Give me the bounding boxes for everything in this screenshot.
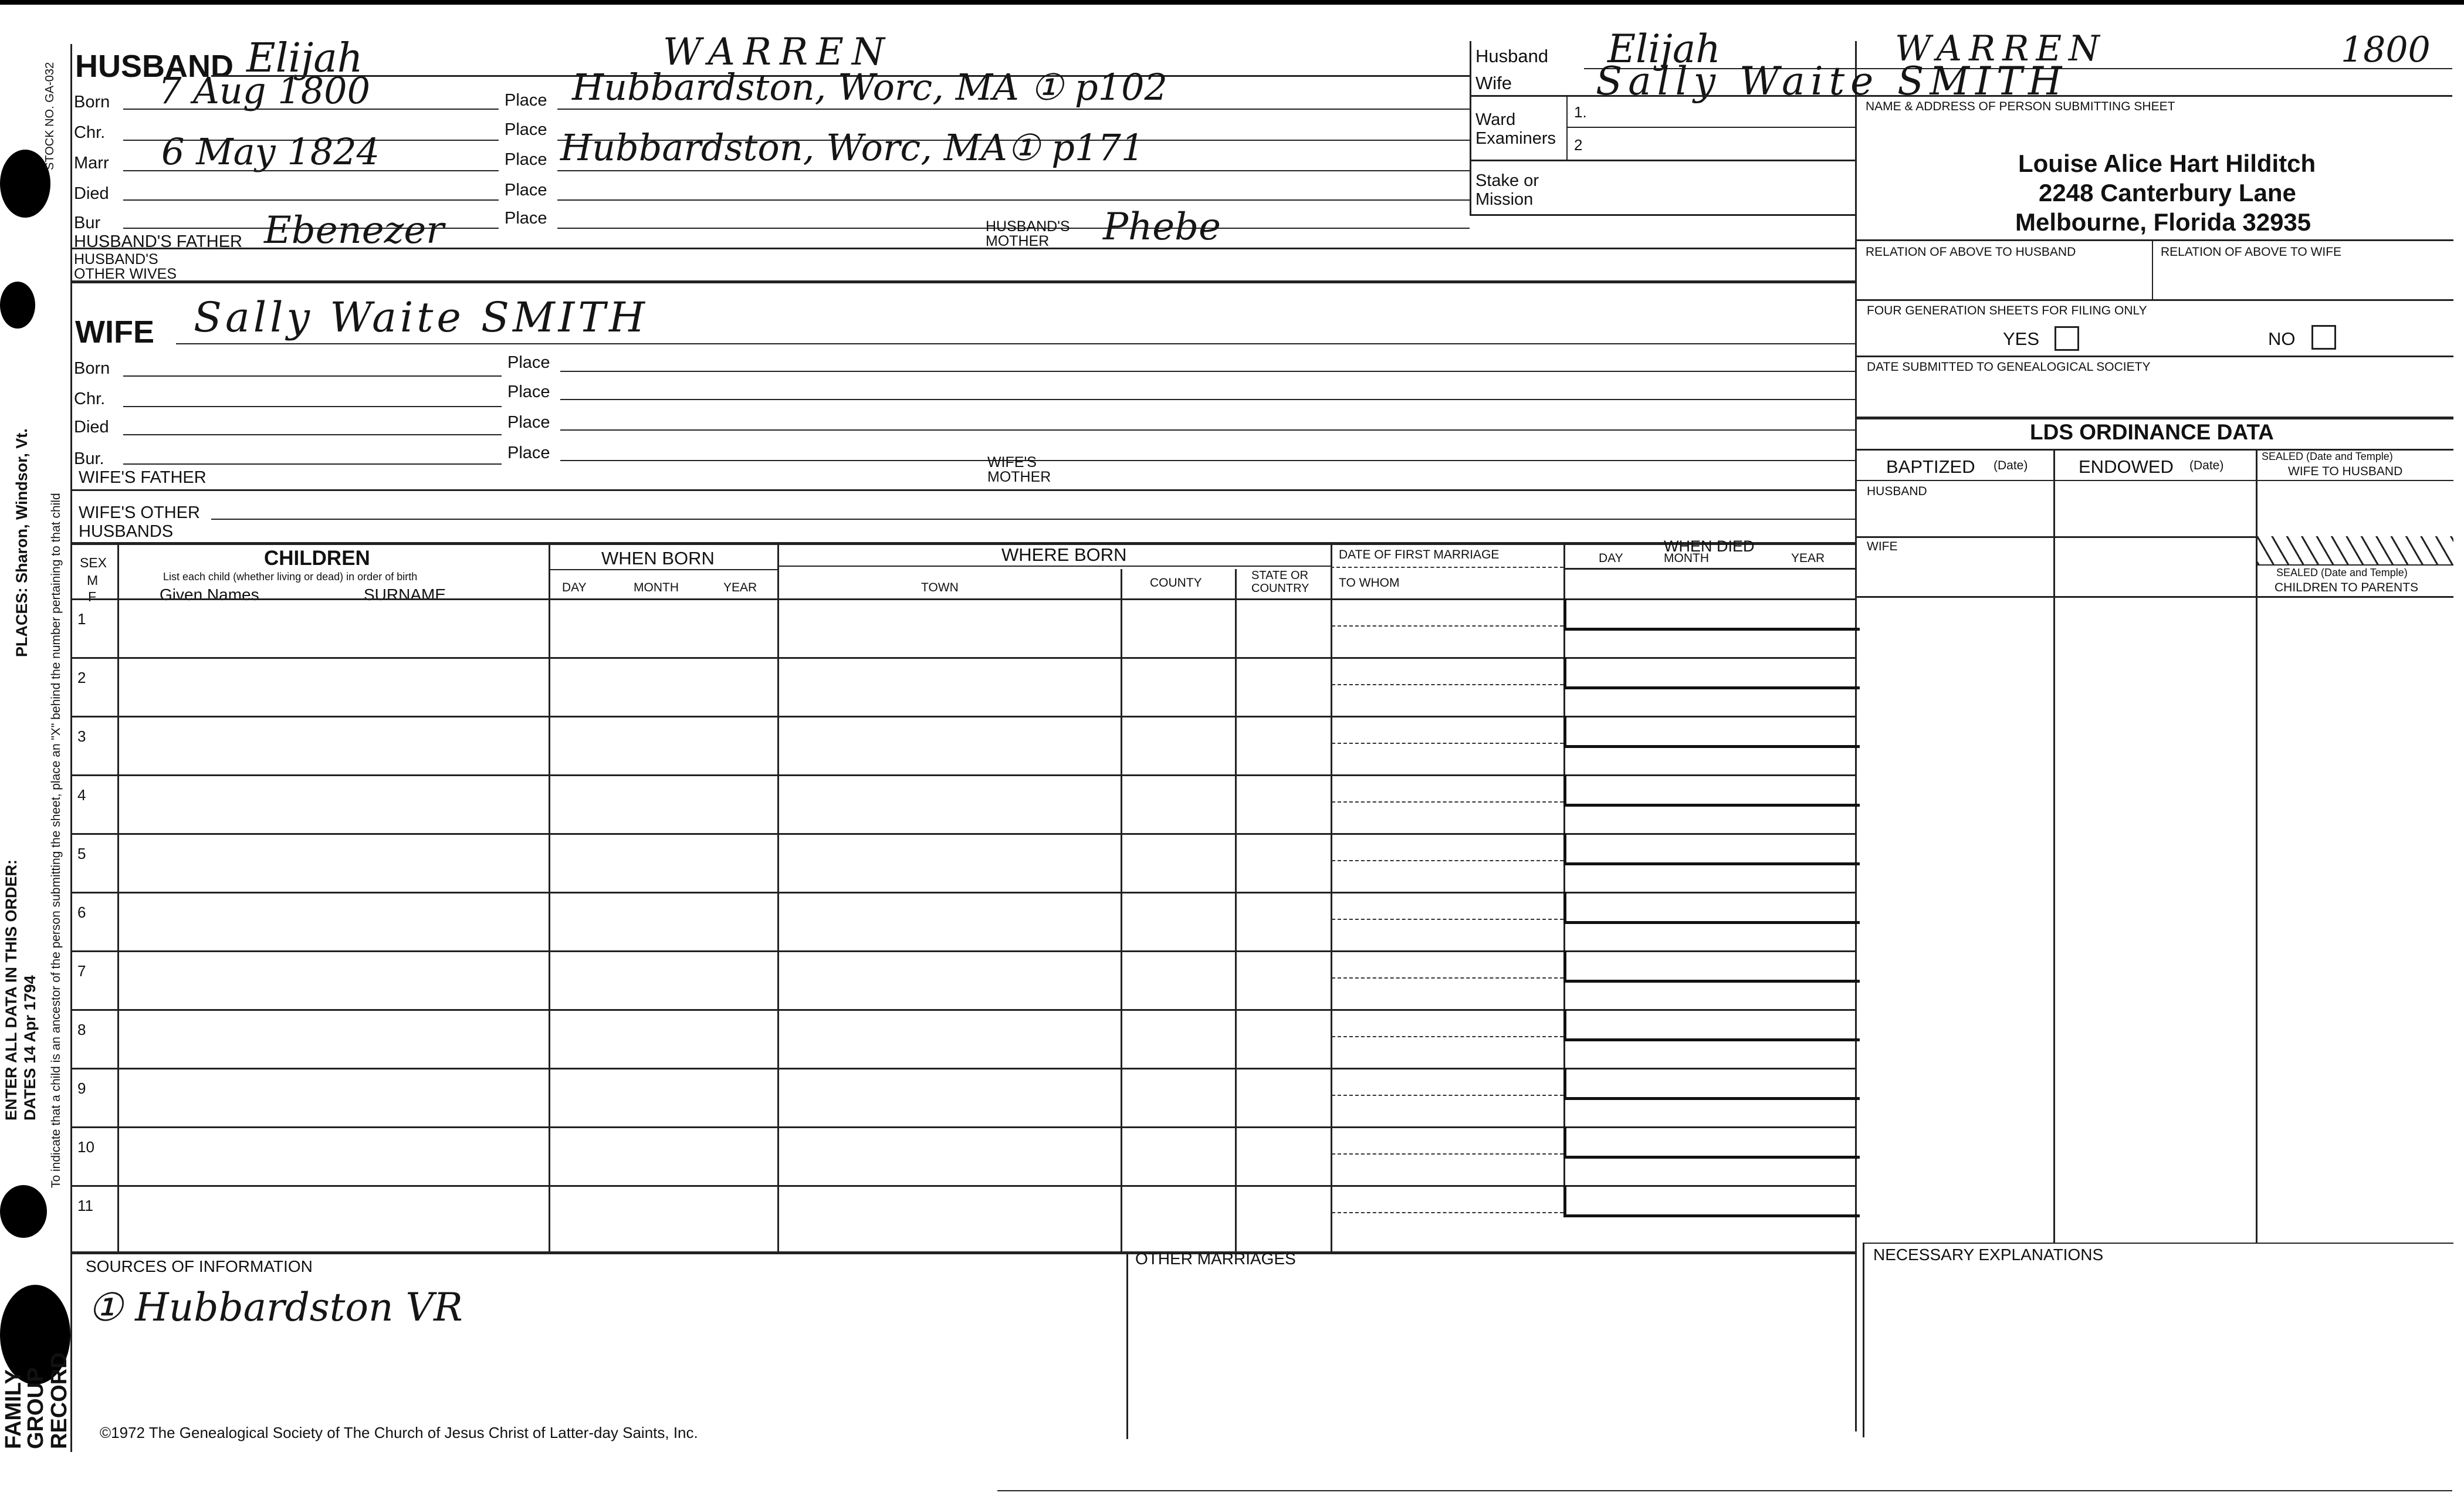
child-died-bracket [1563,950,1860,983]
husband-father-label: HUSBAND'S FATHER [74,232,242,251]
child-marriage-dash [1332,919,1563,920]
husband-born-place-label: Place [505,91,547,110]
state-header-1: STATE OR [1251,569,1309,582]
relation-divider [2152,239,2153,299]
child-indicator-note: To indicate that a child is an ancestor of the person submitting the sheet, place an "X" behind the number pertaining to that child [49,493,63,1188]
date-submitted-label: DATE SUBMITTED TO GENEALOGICAL SOCIETY [1867,360,2151,374]
where-born-header-line [777,566,1331,567]
lds-sealed-wh-label-2: WIFE TO HUSBAND [2288,465,2403,478]
lds-col-1 [2053,449,2055,1244]
stake-label-1: Stake or [1475,171,1539,190]
top-border [0,0,2464,5]
wife-bur-place-label: Place [507,444,550,462]
husband-marr-place[interactable]: Hubbardston, Worc, MA① p171 [560,126,1145,169]
stock-number: STOCK NO. GA-032 [43,62,56,170]
four-gen-no-label: NO [2268,329,2296,349]
husband-marr-place-line [557,170,1470,171]
husband-marr-label: Marr [74,154,109,172]
dates-note: DATES 14 Apr 1794 [21,975,39,1121]
form-title-1: FAMILY [1,1369,26,1449]
examiners-mid-line [1566,127,1857,128]
punch-hole [0,1185,47,1238]
copyright: ©1972 The Genealogical Society of The Church of Jesus Christ of Latter-day Saints, Inc. [100,1424,698,1441]
wife-born-label: Born [74,359,110,378]
wife-chr-label: Chr. [74,390,106,408]
lds-husband-label: HUSBAND [1867,485,1927,498]
state-header-2: COUNTRY [1251,582,1309,595]
lds-baptized-date-label: (Date) [1993,459,2028,472]
husband-died-label: Died [74,184,109,203]
first-marriage-header: DATE OF FIRST MARRIAGE [1339,548,1500,561]
child-row[interactable] [70,1126,1857,1185]
wife-died-label: Died [74,418,109,436]
wife-chr-place-line [560,399,1857,400]
wife-bur-place-line [560,460,1857,461]
child-row[interactable] [70,892,1857,950]
submitter-line-3: Melbourne, Florida 32935 [2015,208,2311,236]
husband-other-wives-label-2: OTHER WIVES [74,266,177,282]
lds-sealed-cp-label-2: CHILDREN TO PARENTS [2275,581,2419,594]
born-month-header: MONTH [634,581,679,594]
wife-chr-place-label: Place [507,383,550,401]
child-row-number: 9 [77,1079,86,1097]
county-header: COUNTY [1150,576,1202,590]
wife-other-husbands-line [211,519,1857,520]
wife-other-husbands-label-1: WIFE'S OTHER [79,503,200,522]
header-year[interactable]: 1800 [2341,29,2431,70]
child-died-bracket [1563,1185,1860,1217]
wife-died-place-line [560,429,1857,431]
child-row-number: 4 [77,786,86,804]
child-row-number: 3 [77,727,86,745]
bottom-edge-line [997,1490,2452,1491]
when-died-box-bottom [1563,568,1857,570]
child-row[interactable] [70,598,1857,657]
first-marriage-dash [1331,567,1563,568]
husband-died-line [123,199,499,201]
child-marriage-dash [1332,801,1563,803]
child-row-number: 11 [77,1197,93,1214]
wife-other-husbands-label-2: HUSBANDS [79,522,174,541]
examiners-bottom-line [1470,160,1857,161]
child-row-number: 1 [77,610,86,628]
lds-wife-row-line [1855,596,2453,598]
husband-other-wives-label-1: HUSBAND'S [74,251,158,268]
wife-born-place-line [560,371,1857,372]
submitter-line-1: Louise Alice Hart Hilditch [2018,150,2316,177]
town-header: TOWN [921,581,959,594]
child-died-bracket [1563,657,1860,689]
child-row[interactable] [70,1185,1857,1244]
child-marriage-dash [1332,743,1563,744]
where-born-header: WHERE BORN [1001,544,1127,565]
form-title-2: GROUP [23,1367,48,1449]
child-died-bracket [1563,598,1860,631]
child-died-bracket [1563,833,1860,865]
when-died-header: WHEN DIED [1664,537,1755,555]
husband-parents-line [70,248,1857,249]
child-row[interactable] [70,716,1857,774]
wife-born-place-label: Place [507,353,550,372]
submitter-line-2: 2248 Canterbury Lane [2039,179,2296,207]
child-row-number: 2 [77,669,86,686]
wife-label: WIFE [75,314,154,350]
husband-marr-line [123,170,499,171]
husband-marr-date[interactable]: 6 May 1824 [161,130,380,173]
date-submitted-bottom-line [1855,417,2453,419]
husband-chr-place-label: Place [505,120,547,139]
footer-right-divider [1863,1244,1864,1437]
submitter-bottom-line [1855,239,2453,241]
header-husband-label: Husband [1475,46,1549,66]
husband-surname[interactable]: WARREN [663,31,893,74]
child-row[interactable] [70,833,1857,892]
husband-mother-label-1: HUSBAND'S [986,218,1070,235]
husband-born-line [123,109,499,110]
husband-bur-place-label: Place [505,209,547,228]
child-row[interactable] [70,774,1857,833]
lds-bottom-line [1863,1243,2453,1244]
header-husband-given[interactable]: Elijah [1607,26,1721,72]
to-whom-header: TO WHOM [1339,576,1400,590]
lds-wife-label: WIFE [1867,540,1898,553]
husband-born-label: Born [74,93,110,111]
husband-father-name[interactable]: Ebenezer [264,209,444,252]
child-marriage-dash [1332,860,1563,861]
child-marriage-dash [1332,1036,1563,1037]
header-wife-name[interactable]: Sally Waite SMITH [1596,59,2068,104]
child-row-number: 8 [77,1021,86,1038]
children-instruction: List each child (whether living or dead) in order of birth [163,571,418,583]
died-day-header: DAY [1599,551,1623,565]
places-note: PLACES: Sharon, Windsor, Vt. [13,428,31,657]
husband-given-name[interactable]: Elijah [246,35,363,82]
children-given-header: Given Names [160,585,259,604]
four-gen-yes-label: YES [2003,329,2040,349]
husband-label: HUSBAND [75,49,233,84]
lds-header-line [1855,480,2453,481]
relation-bottom-line [1855,299,2453,301]
child-row[interactable] [70,950,1857,1009]
husband-mother-label-2: MOTHER [986,233,1050,249]
when-born-header-line [549,569,777,570]
when-born-header: WHEN BORN [601,548,715,568]
born-day-header: DAY [562,581,587,594]
punch-hole [0,282,35,329]
child-died-bracket [1563,892,1860,924]
child-row-number: 7 [77,962,86,980]
wife-name[interactable]: Sally Waite SMITH [194,293,649,341]
examiner-1: 1. [1574,103,1587,121]
header-wife-label: Wife [1475,73,1512,93]
child-marriage-dash [1332,977,1563,979]
wife-parents-line [70,489,1857,491]
lds-endowed-label: ENDOWED [2079,456,2174,477]
wife-born-line [123,375,502,377]
wife-section-bottom [70,542,1857,545]
children-f-header: F [88,589,97,604]
husband-died-place-label: Place [505,181,547,199]
husband-born-date[interactable]: 7 Aug 1800 [158,69,371,112]
wife-name-line [176,343,1857,344]
child-row[interactable] [70,657,1857,716]
wife-died-line [123,434,502,435]
header-husband-surname[interactable]: WARREN [1895,28,2107,69]
children-header: CHILDREN [264,547,370,570]
lds-col-2 [2256,449,2257,1244]
four-gen-label: FOUR GENERATION SHEETS FOR FILING ONLY [1867,304,2147,317]
enter-order-note: ENTER ALL DATA IN THIS ORDER: [2,859,20,1121]
lds-baptized-label: BAPTIZED [1886,456,1975,477]
footer-top-line [70,1251,1857,1254]
stake-label-2: Mission [1475,190,1534,209]
wife-father-label: WIFE'S FATHER [79,468,207,487]
lds-title: LDS ORDINANCE DATA [2030,420,2274,444]
child-marriage-dash [1332,684,1563,685]
husband-marr-place-label: Place [505,150,547,169]
four-gen-no-checkbox[interactable] [2311,325,2336,350]
child-row[interactable] [70,1068,1857,1126]
relation-husband-label: RELATION OF ABOVE TO HUSBAND [1866,245,2076,259]
died-month-header: MONTH [1664,551,1709,565]
child-died-bracket [1563,1009,1860,1041]
children-m-header: M [87,573,99,588]
header-box-bottom [1470,214,1857,216]
lds-sealed-wh-label-1: SEALED (Date and Temple) [2262,451,2393,462]
husband-bur-label: Bur [74,214,101,232]
wife-chr-line [123,406,502,407]
died-year-header: YEAR [1791,551,1825,565]
lds-sealed-cp-label-1: SEALED (Date and Temple) [2276,567,2408,578]
relation-wife-label: RELATION OF ABOVE TO WIFE [2161,245,2342,259]
four-gen-bottom-line [1855,356,2453,357]
children-sex-header: SEX [80,555,107,570]
wife-died-place-label: Place [507,413,550,432]
wife-mother-label-2: MOTHER [987,469,1051,485]
four-gen-yes-checkbox[interactable] [2055,326,2079,351]
lds-hatched-cell [2257,536,2453,564]
born-year-header: YEAR [723,581,757,594]
child-died-bracket [1563,716,1860,748]
header-wife-line [1470,95,2452,97]
husband-born-place[interactable]: Hubbardston, Worc, MA ① p102 [572,66,1167,109]
wife-bur-label: Bur. [74,449,104,468]
child-row-number: 10 [77,1138,94,1156]
frame-right-box-left [1470,41,1471,214]
husband-mother-name[interactable]: Phebe [1103,205,1221,249]
ward-label: Ward [1475,110,1516,129]
child-row-number: 5 [77,845,86,862]
form-title-3: RECORD [47,1352,72,1449]
child-died-bracket [1563,1068,1860,1100]
husband-born-place-line [557,109,1470,110]
lds-endowed-date-label: (Date) [2189,459,2224,472]
husband-chr-label: Chr. [74,123,106,142]
child-died-bracket [1563,774,1860,807]
other-marriages-label: OTHER MARRIAGES [1135,1250,1296,1268]
children-surname-header: SURNAME [364,585,446,604]
wife-bur-line [123,463,502,465]
lds-hatch-bottom [2257,564,2453,566]
submitter-label: NAME & ADDRESS OF PERSON SUBMITTING SHEET [1866,100,2175,113]
child-died-bracket [1563,1126,1860,1159]
child-row-number: 6 [77,903,86,921]
sources-text[interactable]: ① Hubbardston VR [88,1285,463,1330]
child-marriage-dash [1332,625,1563,627]
child-marriage-dash [1332,1212,1563,1213]
examiner-2: 2 [1574,136,1583,154]
necessary-explanations-label: NECESSARY EXPLANATIONS [1873,1245,2104,1264]
child-row[interactable] [70,1009,1857,1068]
husband-section-bottom [70,280,1857,283]
examiners-label: Examiners [1475,129,1556,148]
husband-died-place-line [557,199,1470,201]
child-marriage-dash [1332,1095,1563,1096]
sources-label: SOURCES OF INFORMATION [86,1257,313,1275]
wife-mother-label-1: WIFE'S [987,454,1037,471]
footer-divider [1126,1251,1128,1439]
child-marriage-dash [1332,1153,1563,1155]
